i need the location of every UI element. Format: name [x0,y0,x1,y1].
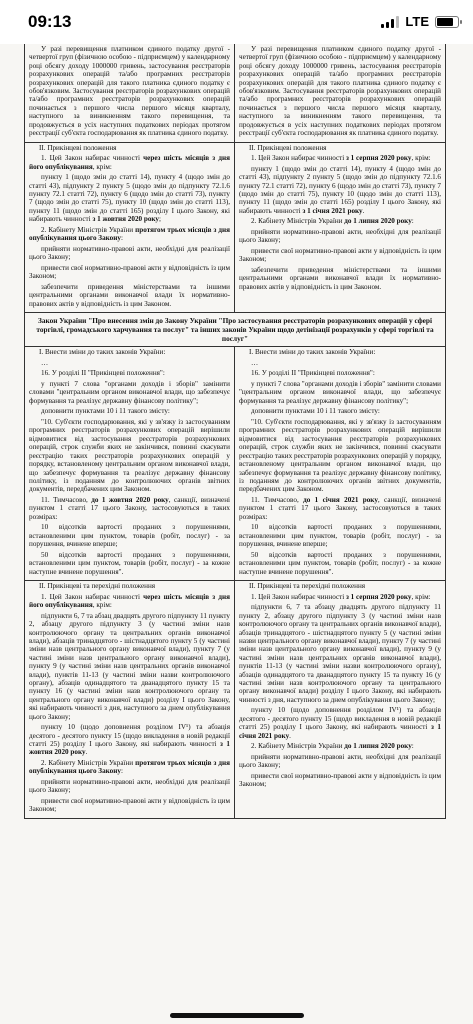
paragraph: 50 відсотків вартості проданих з порушеннями, встановленими цим пунктом, товарів (робіт, послуг) - за кожне наступне вчинене порушення". [29,550,230,576]
paragraph: забезпечити приведення міністерствами та іншими центральними органами виконавчої влади їх нормативно-правових актів у відповідність із цим Законом. [239,266,441,291]
paragraph: 1. Цей Закон набирає чинності через шість місяців з дня його опублікування, крім: [29,592,230,610]
home-indicator[interactable] [170,1013,304,1018]
cell-current-wording [25,44,235,142]
status-indicators [381,14,459,29]
comparison-table [24,44,446,819]
paragraph: … [41,358,49,367]
paragraph: I. Внести зміни до таких законів України: [39,348,166,357]
paragraph: II. Прикінцеві та перехідні положення [39,582,156,591]
paragraph: 11. Тимчасово, до 1 жовтня 2020 року, санкції, визначені пунктом 1 статті 17 цього Закону, застосовуються в таких розмірах: [29,495,230,521]
paragraph: 1. Цей Закон набирає чинності з 1 серпня 2020 року, крім: [251,154,431,163]
paragraph: доповнити пунктами 10 і 11 такого змісту: [251,407,380,416]
status-time: 09:13 [28,12,72,31]
cell-proposed-wording [235,143,445,313]
battery-level [437,18,453,26]
paragraph: привести свої нормативно-правові акти у відповідність із цим Законом; [29,797,230,814]
table-row [25,347,445,581]
paragraph: "10. Суб'єкти господарювання, які у зв'язку із застосуванням програмних реєстраторів розрахункових операцій вирішили відмовитися від застосування реєстраторів розрахункових операцій, строк служби яких не закінчився, повинні скасувати реєстрацію таких реєстраторів розрахункових операцій у порядку, встановленому центральним органом виконавчої влади, що забезпечує формування та реалізує державну фінансову політику, із поданням до контролюючих органів звітних документів, передбачених цим Законом. [239,418,441,494]
paragraph: пункту 10 (щодо доповнення розділом IV¹) та абзаців десятого - десятого пункту 15 (щодо викладення в новій редакції статті 25) розділу I цього Закону, які набирають чинності з 1 січня 2021 року. [239,706,441,740]
paragraph: пункту 10 (щодо доповнення розділом IV¹) та абзація десятого - десятого пункту 15 (щодо викладення в новій редакції статті 25) розділу I цього Закону, які набирають чинності з 1 жовтня 2020 року. [29,723,230,757]
paragraph: II. Прикінцеві та перехідні положення [249,582,366,591]
document-view[interactable] [0,44,473,1024]
cell-current-wording [25,143,235,313]
signal-icon [381,16,399,28]
paragraph: У разі перевищення платником єдиного податку другої - четвертої груп (фізичною особою - підприємцем) у календарному році обсягу доходу 1000000 гривень, застосування реєстраторів розрахункових операцій та/або програмних реєстраторів розрахункових операцій для такого платника єдиного податку є обов'язковим. Застосування реєстраторів розрахункових операцій та/або програмних реєстраторів розрахункових операцій починається з першого числа першого місяця кварталу, наступного за виникненням такого перевищення, та продовжується в усіх наступних податкових періодах протягом реєстрації суб'єкта господарювання як платника єдиного податку. [29,45,230,138]
paragraph: 16. У розділі II "Прикінцеві положення": [251,369,375,378]
battery-icon [435,16,459,28]
paragraph: у пункті 7 слова "органами доходів і зборів" замінити словами "центральним органом виконавчої влади, що забезпечує формування та реалізує державну фінансову політику"; [29,380,230,405]
paragraph: 50 відсотків вартості проданих з порушеннями, встановленими цим пунктом, товарів (робіт, послуг) - за кожне наступне вчинене порушення". [239,550,441,576]
paragraph: 2. Кабінету Міністрів України до 1 липня 2020 року: [251,217,414,226]
paragraph: II. Прикінцеві положення [249,143,327,152]
paragraph: привести свої нормативно-правові акти у відповідність із цим Законом; [239,771,441,789]
paragraph: пункту 1 (щодо змін до статті 14), пункту 4 (щодо змін до статті 43), підпункту 2 пункту 5 (щодо змін до підпункту 72.1.6 пункту 72.1 статті 72), пункту 6 (щодо змін до статті 73), пункту 7 (щодо змін до статті 75), пункту 10 (щодо змін до статті 113), пункту 11 (щодо змін до статті 165) розділу I цього Закону, які набирають чинності з 1 жовтня 2020 року; [29,173,230,224]
paragraph: підпункти 6, 7 та абзацу двадцять другого підпункту 11 пункту 2, абзацу другого підпункту 3 (у частині зміни назв контролюючого органу та центральних органів виконавчої влади), абзаців тринадцятого - шістнадцятого пункту 5 (у частині зміни назви центрального органу виконавчої влади), пункту 7 (у частині зміни назв центрального органу виконавчої влади), пункту 9 (у частині зміни назв центральних органів виконавчої влади), пунктів 11-13 (у частині зміни назви контролюючого органу), абзаців одинадцятого та дванадцятого пункту 15 та пункту 16 (у частині зміни назв контролюючого органу та центрального органу виконавчої влади) розділу I цього Закону, які набирають чинності з дня, наступного за днем опублікування цього Закону; [239,603,441,704]
paragraph: підпункти 6, 7 та абзац двадцять другого підпункту 11 пункту 2, абзацу другого підпункту 3 (у частині зміни назв контролюючого органу та центральних органів виконавчої влади), абзаців тринадцятого - шістнадцятого пункту 5 (у частині зміни назв центрального органу виконавчої влади), пункту 7 (у частині зміни назв центрального органу виконавчої влади), пункту 9 (у частині зміни назв центральних органів виконавчої влади), пунктів 11-13 (у частині зміни назви контролюючого органу), абзаців одинадцятого та дванадцятого пункту 15 та пункту 16 (у частині зміни назв контролюючого органу та центрального органу виконавчої влади) розділу I цього Закону, які набирають чинності з дня, наступного за днем опублікування цього Закону; [29,611,230,721]
paragraph: прийняти нормативно-правові акти, необхідні для реалізації цього Закону; [239,228,441,245]
paragraph: I. Внести зміни до таких законів України: [249,348,376,357]
paragraph: привести свої нормативно-правові акти у відповідність із цим Законом; [29,263,230,281]
paragraph: "10. Суб'єкти господарювання, які у зв'язку із застосуванням програмних реєстраторів розрахункових операцій вирішили відмовитися від застосування реєстраторів розрахункових операцій, строк служби яких не закінчився, повинні скасувати реєстрацію таких реєстраторів розрахункових операцій у порядку, встановленому центральним органом виконавчої влади, що забезпечує формування та реалізує державну фінансову політику, із поданням до контролюючих органів звітних документів, передбачених цим Законом. [29,418,230,494]
paragraph: II. Прикінцеві положення [39,143,117,152]
paragraph: прийняти нормативно-правові акти, необхідні для реалізації цього Закону; [239,752,441,770]
cell-proposed-wording [235,347,445,580]
paragraph: привести свої нормативно-правові акти у відповідність із цим Законом; [239,247,441,264]
paragraph: 11. Тимчасово, до 1 січня 2021 року, санкції, визначені пунктом 1 статті 17 цього Закону, застосовуються в таких розмірах: [239,495,442,521]
paragraph: 2. Кабінету Міністрів України протягом трьох місяців з дня опублікування цього Закону: [29,759,230,776]
paragraph: 1. Цей Закон набирає чинності з 1 серпня 2020 року, крім: [251,592,431,601]
paragraph: забезпечити приведення міністерствами та іншими центральними органами виконавчої влади їх нормативно-правових актів у відповідність із цим Законом. [29,282,230,308]
paragraph: доповнити пунктами 10 і 11 такого змісту: [41,407,170,416]
paragraph: 10 відсотків вартості проданих з порушеннями, встановленими цим пунктом, товарів (робіт, послуг) - за порушення, вчинене вперше; [239,523,441,549]
table-row [25,581,445,819]
paragraph: … [251,358,259,367]
network-type: LTE [405,14,429,29]
paragraph: пункту 1 (щодо змін до статті 14), пункту 4 (щодо змін до статті 43), підпункту 2 пункту 5 (щодо змін до підпункту 72.1.6 пункту 72.1 статті 72), пункту 6 (щодо змін до статті 73), пункту 7 (щодо змін до статті 75), пункту 10 (щодо змін до статті 113), пункту 11 (щодо змін до статті 165) розділу I цього Закону, які набирають чинності з 1 січня 2021 року. [239,164,441,215]
paragraph: 10 відсотків вартості проданих з порушеннями, встановленими цим пунктом, товарів (робіт, послуг) - за порушення, вчинене вперше; [29,523,230,549]
paragraph: 1. Цей Закон набирає чинності через шість місяців з дня його опублікування, крім: [29,154,230,171]
section-title: Закон України "Про внесення змін до Закону України "Про застосування реєстраторів розрахункових операцій у сфері торгівлі, громадського харчування та послуг" та інших законів України щодо детінізації розрахунків у сфері торгівлі та послуг" [25,313,445,347]
paragraph: 2. Кабінету Міністрів України протягом трьох місяців з дня опублікування цього Закону: [29,225,230,243]
status-bar [0,0,473,44]
table-row [25,143,445,314]
paragraph: у пункті 7 слова "органами доходів і зборів" замінити словами "центральним органом виконавчої влади, що забезпечує формування та реалізує державну фінансову політику"; [239,380,441,405]
cell-current-wording [25,347,235,580]
cell-proposed-wording [235,581,445,818]
paragraph: 16. У розділі II "Прикінцеві положення": [41,369,165,378]
cell-proposed-wording [235,44,445,142]
paragraph: У разі перевищення платником єдиного податку другої - четвертої груп (фізичною особою - підприємцем) у календарному році обсягу доходу 1000000 гривень, застосування реєстраторів розрахункових операцій та/або програмних реєстраторів розрахункових операцій для такого платника єдиного податку є обов'язковим. Застосування реєстраторів розрахункових операцій та/або програмних реєстраторів розрахункових операцій починається з першого числа першого місяця кварталу, наступного за виникненням такого перевищення, та продовжується в усіх наступних податкових періодах протягом реєстрації суб'єкта господарювання як платника єдиного податку. [239,45,441,138]
paragraph: 2. Кабінету Міністрів України до 1 липня 2020 року: [251,742,414,751]
table-row [25,44,445,143]
paragraph: прийняти нормативно-правові акти, необхідні для реалізації цього Закону; [29,778,230,795]
cell-current-wording [25,581,235,818]
paragraph: прийняти нормативно-правові акти, необхідні для реалізації цього Закону; [29,244,230,262]
